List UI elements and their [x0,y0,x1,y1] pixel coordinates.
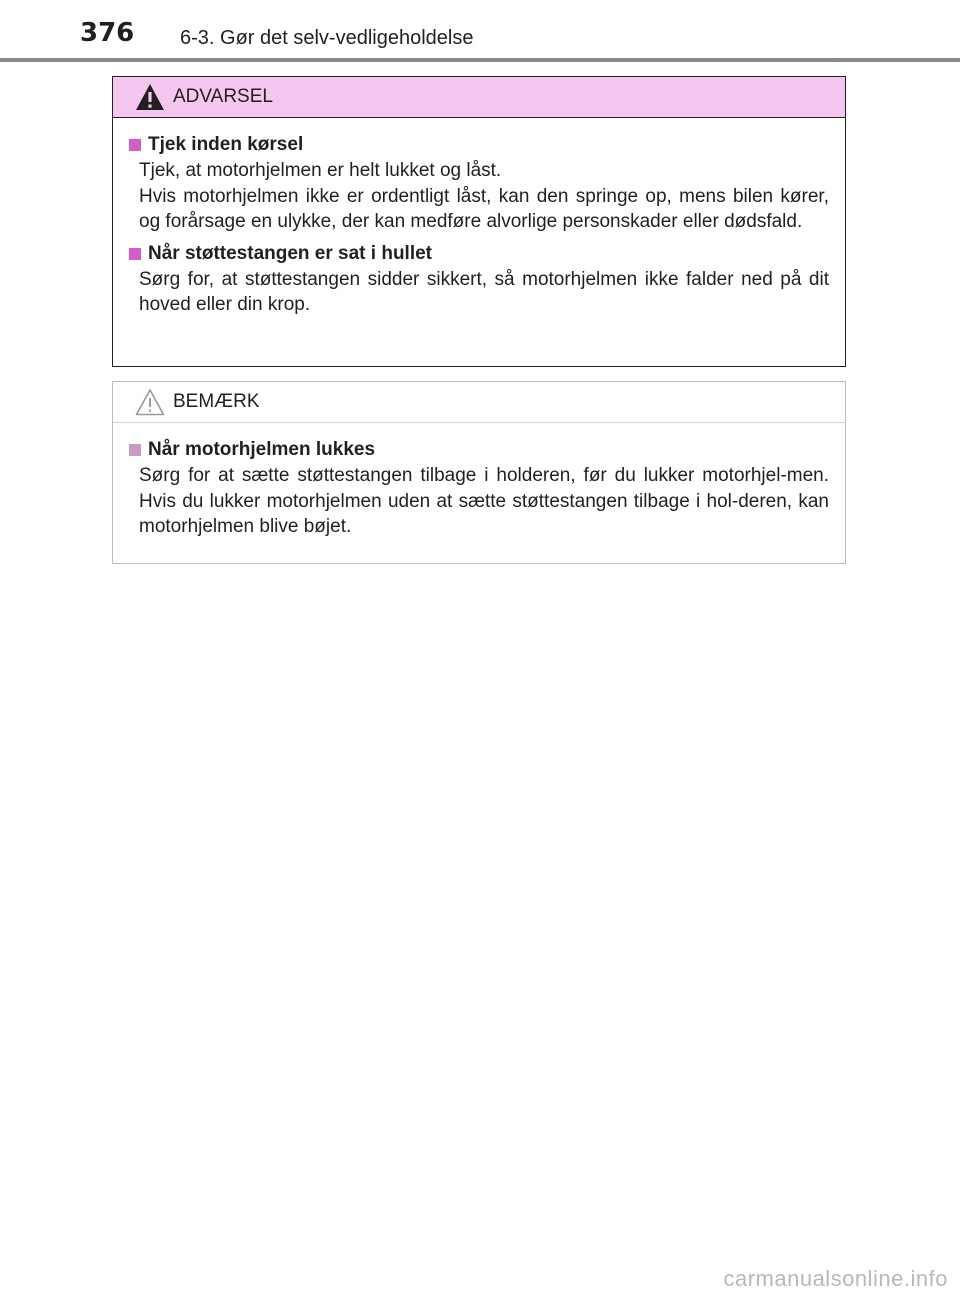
notice-box-header [113,382,845,423]
warning-triangle-outline-icon [134,387,166,417]
paragraph: Hvis motorhjelmen ikke er ordentligt låst, kan den springe op, mens bilen kører, og forårsage en ulykke, der kan medføre alvorlige personskader eller dødsfald. [139,185,829,232]
paragraph: Sørg for at sætte støttestangen tilbage i holderen, før du lukker motorhjel-men. Hvis du lukker motorhjelmen uden at sætte støttestangen tilbage i hol-deren, kan motorhjelmen blive bøjet. [139,465,829,537]
warning-box-header [113,77,845,118]
notice-item-heading-row [129,437,829,463]
warning-item [129,132,829,235]
notice-title: BEMÆRK [173,391,260,412]
warning-triangle-filled-icon [134,82,166,112]
warning-box-body [113,118,845,318]
warning-item-text [129,158,829,235]
warning-item-heading-row [129,241,829,267]
warning-item-heading: Tjek inden kørsel [148,134,304,155]
warning-item [129,241,829,318]
square-bullet-icon [129,444,141,456]
notice-box-body [113,423,845,540]
page-header [0,0,960,62]
notice-item-text [129,463,829,540]
warning-item-heading: Når støttestangen er sat i hullet [148,242,433,264]
square-bullet-icon [129,139,141,151]
notice-box [112,381,846,564]
warning-item-heading-row [129,132,829,158]
paragraph: Sørg for, at støttestangen sidder sikkert, så motorhjelmen ikke falder ned på dit hoved eller din krop. [139,268,829,315]
paragraph: Tjek, at motorhjelmen er helt lukket og låst. [139,160,502,181]
warning-item-text [129,267,829,318]
watermark: carmanualsonline.info [723,1266,948,1291]
notice-item [129,437,829,540]
header-divider [0,58,960,62]
section-title: 6-3. Gør det selv-vedligeholdelse [180,27,474,49]
warning-title: ADVARSEL [173,86,273,107]
page-number: 376 [80,18,135,48]
notice-item-heading: Når motorhjelmen lukkes [148,439,376,460]
square-bullet-icon [129,248,141,260]
warning-box [112,76,846,367]
